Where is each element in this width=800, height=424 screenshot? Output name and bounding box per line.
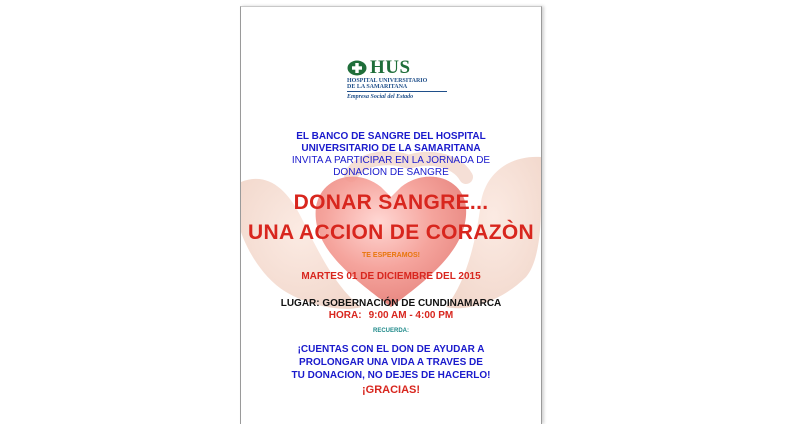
intro-line-1: EL BANCO DE SANGRE DEL HOSPITAL bbox=[296, 131, 486, 142]
intro-line-2: UNIVERSITARIO DE LA SAMARITANA bbox=[301, 143, 481, 154]
cross-emblem-icon bbox=[347, 60, 367, 76]
remember-label: RECUERDA: bbox=[373, 328, 409, 334]
logo-divider bbox=[347, 91, 447, 92]
intro-text bbox=[241, 131, 541, 179]
message-line-2: PROLONGAR UNA VIDA A TRAVES DE bbox=[299, 357, 483, 368]
message-text bbox=[241, 343, 541, 382]
event-hour bbox=[241, 310, 541, 321]
logo-line-3: Empresa Social del Estado bbox=[347, 94, 414, 100]
headline-line-2: UNA ACCION DE CORAZÒN bbox=[248, 221, 534, 244]
event-date: MARTES 01 DE DICIEMBRE DEL 2015 bbox=[301, 271, 481, 282]
tagline: TE ESPERAMOS! bbox=[362, 252, 420, 259]
flyer-content bbox=[241, 7, 541, 424]
thanks-text: ¡GRACIAS! bbox=[361, 384, 421, 396]
logo-name: HUS bbox=[370, 57, 411, 78]
intro-line-3: INVITA A PARTICIPAR EN LA JORNADA DE bbox=[291, 155, 491, 166]
event-place: LUGAR: GOBERNACIÓN DE CUNDINAMARCA bbox=[280, 298, 502, 309]
hour-label: HORA: bbox=[328, 310, 362, 321]
message-line-1: ¡CUENTAS CON EL DON DE AYUDAR A bbox=[297, 344, 485, 355]
headline-line-1: DONAR SANGRE... bbox=[293, 191, 489, 214]
hospital-logo bbox=[347, 57, 447, 107]
intro-line-4: DONACION DE SANGRE bbox=[333, 167, 449, 178]
flyer-page bbox=[240, 6, 542, 424]
hour-value: 9:00 AM - 4:00 PM bbox=[368, 310, 454, 321]
logo-line-1: HOSPITAL UNIVERSITARIO bbox=[347, 78, 428, 84]
logo-line-2: DE LA SAMARITANA bbox=[347, 84, 408, 90]
message-line-3: TU DONACION, NO DEJES DE HACERLO! bbox=[291, 370, 491, 381]
